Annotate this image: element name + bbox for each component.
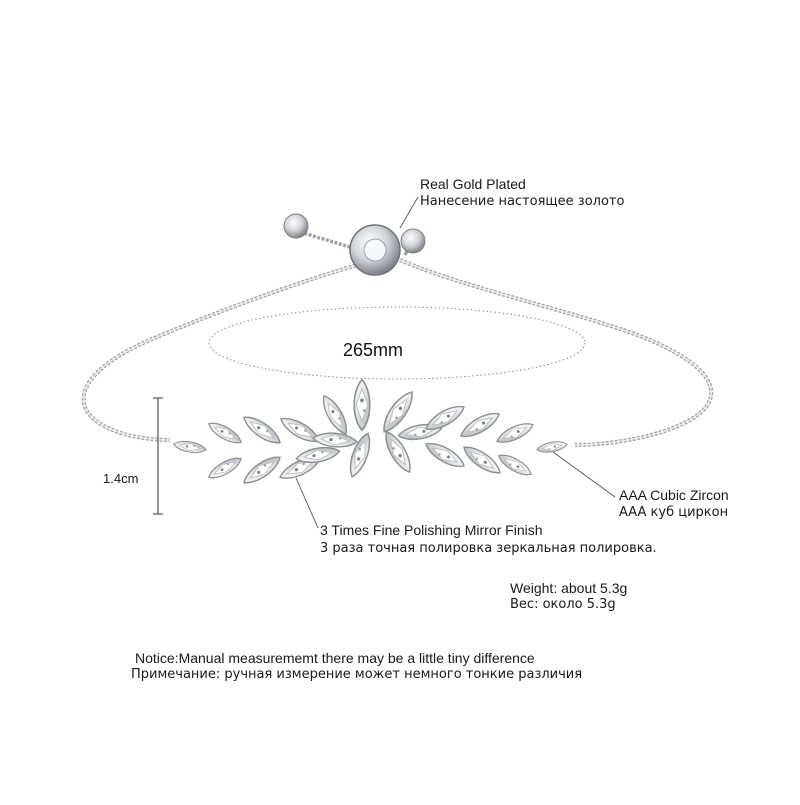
end-bead-left <box>284 214 308 238</box>
notice-ru: Примечание: ручная измерение может немного тонкие различия <box>131 667 583 682</box>
polish-callout-en: 3 Times Fine Polishing Mirror Finish <box>320 522 543 538</box>
gold-callout-en: Real Gold Plated <box>420 176 526 192</box>
polish-callout-ru: 3 раза точная полировка зеркальная полировка. <box>320 541 657 556</box>
weight-ru: Вес: около 5.3g <box>510 597 616 612</box>
weight-en: Weight: about 5.3g <box>510 580 628 596</box>
leaf-cluster <box>173 380 568 488</box>
length-label: 265mm <box>343 340 404 360</box>
notice-en: Notice:Manual measurememt there may be a little tiny difference <box>135 650 535 666</box>
zircon-callout-ru: AAA куб циркон <box>619 505 729 520</box>
end-bead-right <box>401 229 425 253</box>
height-label: 1.4cm <box>103 471 139 486</box>
height-bracket <box>153 398 163 514</box>
gold-callout-ru: Нанесение настоящее золото <box>420 194 625 209</box>
zircon-callout-en: AAA Cubic Zircon <box>619 487 729 503</box>
